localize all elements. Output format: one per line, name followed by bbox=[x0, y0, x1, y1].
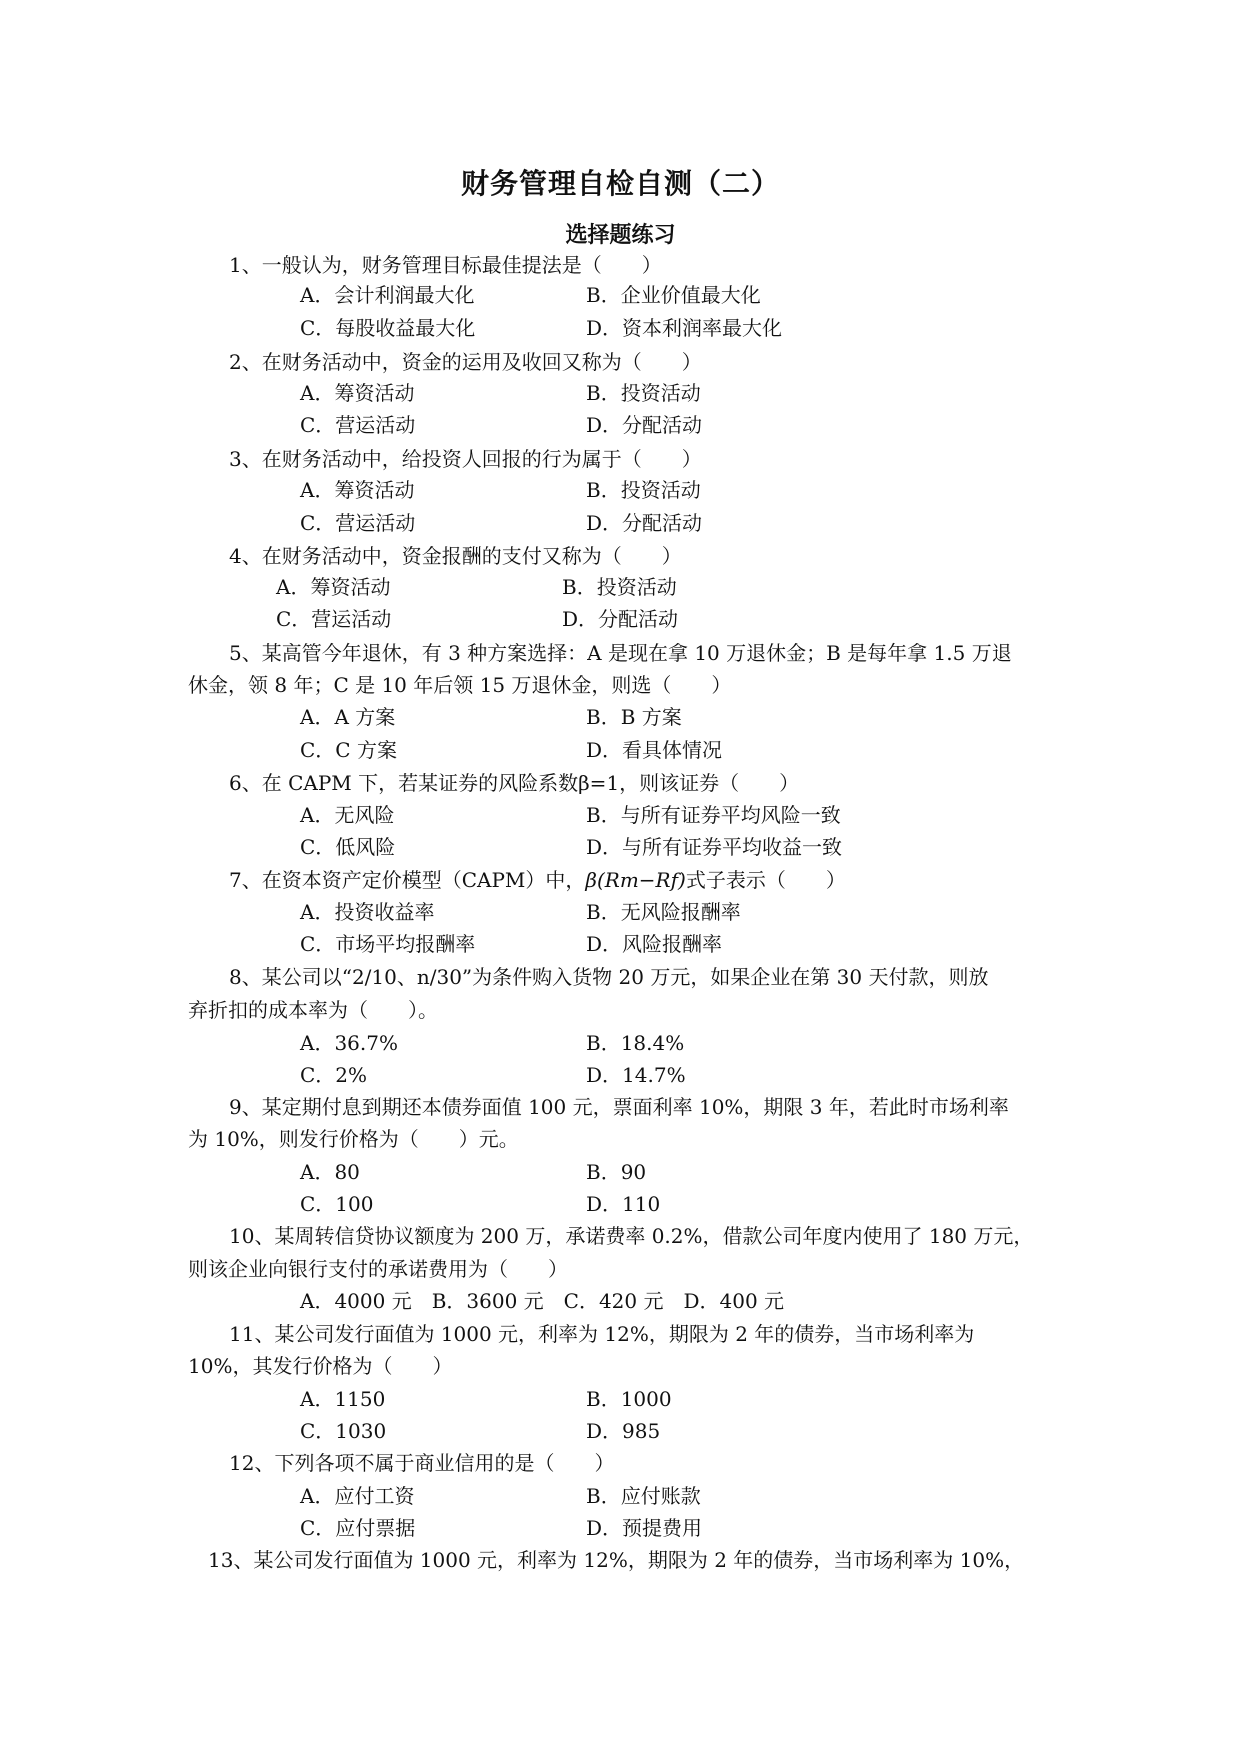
question-stem-continued: 10%，其发行价格为（ ） bbox=[188, 1354, 453, 1378]
option-d: D．分配活动 bbox=[562, 607, 679, 631]
option-d: D．14.7% bbox=[586, 1063, 686, 1087]
option-c: C．营运活动 bbox=[276, 607, 392, 631]
option-d: D．分配活动 bbox=[586, 511, 703, 535]
option-a: A．会计利润最大化 bbox=[300, 283, 475, 307]
question-stem: 5、某高管今年退休，有 3 种方案选择：A 是现在拿 10 万退休金；B 是每年拿 1.5 万退 bbox=[229, 641, 1012, 665]
page-title: 财务管理自检自测（二） bbox=[460, 167, 780, 200]
option-d: D．看具体情况 bbox=[586, 738, 723, 762]
option-c: C．C 方案 bbox=[300, 738, 397, 762]
question-stem-continued: 则该企业向银行支付的承诺费用为（ ） bbox=[188, 1257, 568, 1281]
question-stem-suffix: 式子表示（ ） bbox=[685, 868, 846, 892]
option-a: A．应付工资 bbox=[300, 1484, 415, 1508]
option-c: C．100 bbox=[300, 1192, 374, 1216]
option-d: D．分配活动 bbox=[586, 413, 703, 437]
option-c: C．2% bbox=[300, 1063, 368, 1087]
option-a: A．A 方案 bbox=[300, 705, 396, 729]
option-b: B．企业价值最大化 bbox=[586, 283, 761, 307]
question-stem: 6、在 CAPM 下，若某证券的风险系数β=1，则该证券（ ） bbox=[229, 771, 800, 795]
option-c: C．市场平均报酬率 bbox=[300, 932, 476, 956]
question-stem: 3、在财务活动中，给投资人回报的行为属于（ ） bbox=[229, 447, 702, 471]
option-c: C．每股收益最大化 bbox=[300, 316, 476, 340]
option-b: B．90 bbox=[586, 1160, 647, 1184]
option-b: B．B 方案 bbox=[586, 705, 682, 729]
question-stem: 12、下列各项不属于商业信用的是（ ） bbox=[229, 1451, 615, 1475]
question-stem: 4、在财务活动中，资金报酬的支付又称为（ ） bbox=[229, 544, 682, 568]
question-stem: 13、某公司发行面值为 1000 元，利率为 12%，期限为 2 年的债券，当市场利率为 10%， bbox=[208, 1548, 1025, 1572]
option-b: B．投资活动 bbox=[562, 575, 677, 599]
option-c: C．营运活动 bbox=[300, 511, 416, 535]
option-a: A．80 bbox=[300, 1160, 360, 1184]
option-d: D．风险报酬率 bbox=[586, 932, 723, 956]
option-c: C．应付票据 bbox=[300, 1516, 416, 1540]
option-a: A．1150 bbox=[300, 1387, 386, 1411]
option-d: D．110 bbox=[586, 1192, 661, 1216]
option-d: D．985 bbox=[586, 1419, 661, 1443]
option-a: A．筹资活动 bbox=[300, 478, 415, 502]
option-c: C．低风险 bbox=[300, 835, 396, 859]
question-stem: 9、某定期付息到期还本债券面值 100 元，票面利率 10%，期限 3 年，若此时市场利率 bbox=[229, 1095, 1009, 1119]
question-stem-prefix: 7、在资本资产定价模型（CAPM）中， bbox=[229, 868, 586, 892]
question-stem: 11、某公司发行面值为 1000 元，利率为 12%，期限为 2 年的债券，当市场利率为 bbox=[229, 1322, 975, 1346]
option-b: B．无风险报酬率 bbox=[586, 900, 741, 924]
question-stem-continued: 休金，领 8 年；C 是 10 年后领 15 万退休金，则选（ ） bbox=[188, 673, 732, 697]
options-inline: A．4000 元 B．3600 元 C．420 元 D．400 元 bbox=[300, 1289, 785, 1313]
option-a: A．筹资活动 bbox=[276, 575, 391, 599]
question-stem: 10、某周转信贷协议额度为 200 万，承诺费率 0.2%，借款公司年度内使用了 180 万元， bbox=[229, 1224, 1034, 1248]
capm-formula: β(Rm−Rf) bbox=[585, 868, 686, 892]
option-b: B．1000 bbox=[586, 1387, 672, 1411]
option-a: A．无风险 bbox=[300, 803, 395, 827]
option-d: D．资本利润率最大化 bbox=[586, 316, 783, 340]
question-stem-continued: 为 10%，则发行价格为（ ）元。 bbox=[188, 1127, 519, 1151]
section-subtitle: 选择题练习 bbox=[565, 223, 676, 248]
question-stem-continued: 弃折扣的成本率为（ ）。 bbox=[188, 998, 438, 1022]
option-d: D．与所有证券平均收益一致 bbox=[586, 835, 843, 859]
option-a: A．筹资活动 bbox=[300, 381, 415, 405]
option-b: B．与所有证券平均风险一致 bbox=[586, 803, 841, 827]
option-b: B．投资活动 bbox=[586, 381, 701, 405]
option-c: C．营运活动 bbox=[300, 413, 416, 437]
option-a: A．投资收益率 bbox=[300, 900, 435, 924]
question-stem: 8、某公司以“2/10、n/30”为条件购入货物 20 万元，如果企业在第 30 天付款，则放 bbox=[229, 965, 989, 989]
option-c: C．1030 bbox=[300, 1419, 387, 1443]
option-b: B．18.4% bbox=[586, 1031, 685, 1055]
option-d: D．预提费用 bbox=[586, 1516, 703, 1540]
question-stem: 1、一般认为，财务管理目标最佳提法是（ ） bbox=[229, 253, 662, 277]
question-stem: 2、在财务活动中，资金的运用及收回又称为（ ） bbox=[229, 350, 702, 374]
option-b: B．投资活动 bbox=[586, 478, 701, 502]
question-stem bbox=[229, 867, 846, 893]
option-a: A．36.7% bbox=[300, 1031, 398, 1055]
option-b: B．应付账款 bbox=[586, 1484, 701, 1508]
